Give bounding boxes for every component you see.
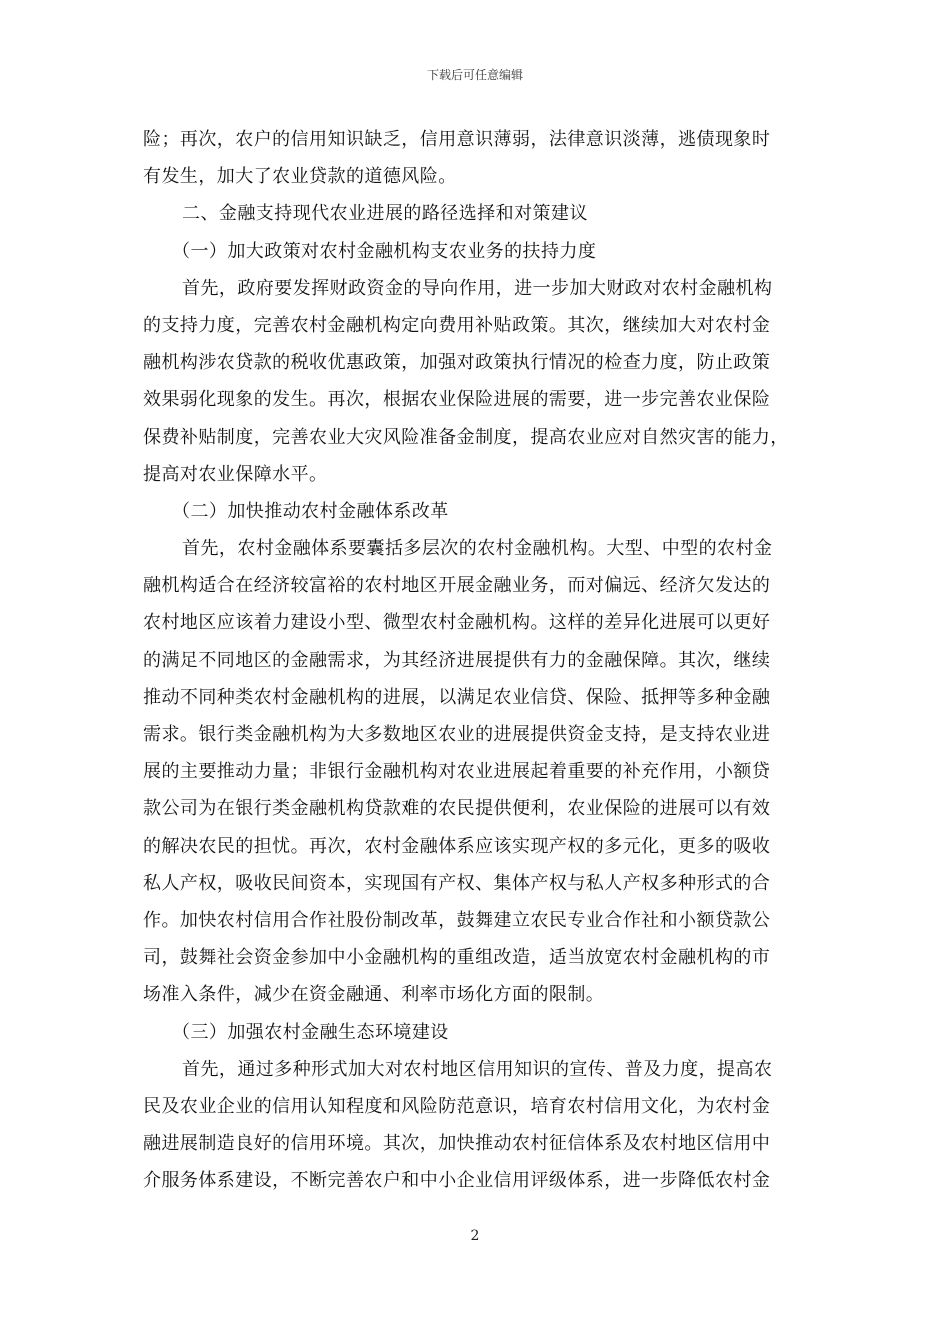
text-line: 的解决农民的担忧。再次，农村金融体系应该实现产权的多元化，更多的吸收 xyxy=(143,835,771,857)
text-line: 保费补贴制度，完善农业大灾风险准备金制度，提高农业应对自然灾害的能力， xyxy=(143,426,789,448)
page-number: 2 xyxy=(470,1228,480,1244)
text-line: 融进展制造良好的信用环境。其次，加快推动农村征信体系及农村地区信用中 xyxy=(143,1133,771,1155)
page-header: 下载后可任意编辑 xyxy=(426,68,523,82)
text-line: 有发生，加大了农业贷款的道德风险。 xyxy=(143,166,457,188)
text-line: 的满足不同地区的金融需求，为其经济进展提供有力的金融保障。其次，继续 xyxy=(143,649,771,671)
text-line: 融机构适合在经济较富裕的农村地区开展金融业务，而对偏远、经济欠发达的 xyxy=(143,575,771,597)
text-line: （三）加强农村金融生态环境建设 xyxy=(172,1021,449,1043)
text-line: 提高对农业保障水平。 xyxy=(143,463,328,485)
text-line: 二、金融支持现代农业进展的路径选择和对策建议 xyxy=(182,203,588,225)
text-line: 险；再次，农户的信用知识缺乏，信用意识薄弱，法律意识淡薄，逃债现象时 xyxy=(143,129,771,150)
text-line: 融机构涉农贷款的税收优惠政策，加强对政策执行情况的检查力度，防止政策 xyxy=(143,352,771,374)
text-line: 的支持力度，完善农村金融机构定向费用补贴政策。其次，继续加大对农村金 xyxy=(143,314,771,336)
body-text xyxy=(143,121,809,1199)
text-line: 农村地区应该着力建设小型、微型农村金融机构。这样的差异化进展可以更好 xyxy=(143,612,771,634)
text-line: （一）加大政策对农村金融机构支农业务的扶持力度 xyxy=(172,240,597,262)
text-line: 首先，政府要发挥财政资金的导向作用，进一步加大财政对农村金融机构 xyxy=(182,277,773,299)
text-line: 展的主要推动力量；非银行金融机构对农业进展起着重要的补充作用，小额贷 xyxy=(143,761,771,783)
text-line: 推动不同种类农村金融机构的进展，以满足农业信贷、保险、抵押等多种金融 xyxy=(143,686,771,708)
text-line: 场准入条件，减少在资金融通、利率市场化方面的限制。 xyxy=(143,984,605,1006)
text-line: 首先，通过多种形式加大对农村地区信用知识的宣传、普及力度，提高农 xyxy=(182,1058,773,1080)
text-line: 私人产权，吸收民间资本，实现国有产权、集体产权与私人产权多种形式的合 xyxy=(143,872,771,894)
text-line: 需求。银行类金融机构为大多数地区农业的进展提供资金支持，是支持农业进 xyxy=(143,724,771,745)
text-line: （二）加快推动农村金融体系改革 xyxy=(172,500,449,522)
text-line: 司，鼓舞社会资金参加中小金融机构的重组改造，适当放宽农村金融机构的市 xyxy=(143,947,771,969)
text-line: 民及农业企业的信用认知程度和风险防范意识，培育农村信用文化，为农村金 xyxy=(143,1095,771,1117)
text-line: 首先，农村金融体系要囊括多层次的农村金融机构。大型、中型的农村金 xyxy=(182,538,773,560)
text-line: 作。加快农村信用合作社股份制改革，鼓舞建立农民专业合作社和小额贷款公 xyxy=(143,909,771,931)
text-line: 款公司为在银行类金融机构贷款难的农民提供便利，农业保险的进展可以有效 xyxy=(143,798,771,820)
text-line: 效果弱化现象的发生。再次，根据农业保险进展的需要，进一步完善农业保险 xyxy=(143,389,771,411)
text-line: 介服务体系建设，不断完善农户和中小企业信用评级体系，进一步降低农村金 xyxy=(143,1170,771,1192)
